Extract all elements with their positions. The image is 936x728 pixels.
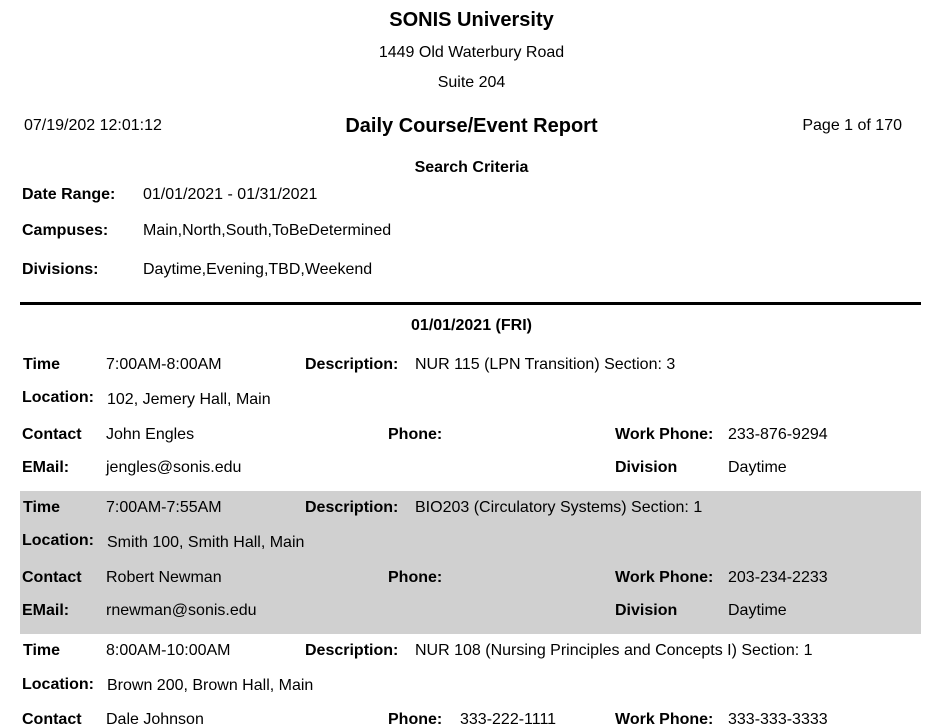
division-label: Division [615,459,678,476]
location-value: Smith 100, Smith Hall, Main [107,534,305,551]
event-record [20,491,921,634]
time-label: Time [23,642,61,659]
email-value: rnewman@sonis.edu [106,602,257,619]
description-label: Description: [305,642,399,659]
description-label: Description: [305,356,399,373]
location-label: Location: [22,389,94,406]
email-label: EMail: [22,602,70,619]
address-line-1: 1449 Old Waterbury Road [378,44,565,61]
contact-value: John Engles [106,426,195,443]
description-value: NUR 115 (LPN Transition) Section: 3 [415,356,676,373]
location-value: 102, Jemery Hall, Main [107,391,271,408]
time-value: 7:00AM-7:55AM [106,499,222,516]
contact-label: Contact [22,569,82,586]
work-phone-label: Work Phone: [615,426,714,443]
page-number: Page 1 of 170 [802,117,902,134]
phone-value: 333-222-1111 [460,711,557,728]
time-value: 7:00AM-8:00AM [106,356,222,373]
search-criteria-title: Search Criteria [414,159,529,176]
contact-value: Dale Johnson [106,711,204,728]
section-divider [20,302,921,305]
event-record [20,634,921,728]
university-name: SONIS University [389,9,554,31]
divisions-value: Daytime,Evening,TBD,Weekend [143,261,373,278]
divisions-label: Divisions: [22,261,99,278]
date-range-label: Date Range: [22,186,116,203]
contact-label: Contact [22,426,82,443]
work-phone-label: Work Phone: [615,711,714,728]
campuses-value: Main,North,South,ToBeDetermined [143,222,392,239]
division-label: Division [615,602,678,619]
report-datetime: 07/19/202 12:01:12 [24,117,162,134]
event-record [20,348,921,491]
day-heading: 01/01/2021 (FRI) [411,317,532,334]
contact-value: Robert Newman [106,569,222,586]
location-label: Location: [22,532,94,549]
division-value: Daytime [728,459,787,476]
contact-label: Contact [22,711,82,728]
description-value: NUR 108 (Nursing Principles and Concepts I) Section: 1 [415,642,813,659]
date-range-value: 01/01/2021 - 01/31/2021 [143,186,318,203]
email-value: jengles@sonis.edu [106,459,242,476]
time-label: Time [23,499,61,516]
description-value: BIO203 (Circulatory Systems) Section: 1 [415,499,703,516]
division-value: Daytime [728,602,787,619]
location-value: Brown 200, Brown Hall, Main [107,677,314,694]
work-phone-value: 233-876-9294 [728,426,828,443]
address-line-2: Suite 204 [437,74,506,91]
work-phone-value: 333-333-3333 [728,711,828,728]
email-label: EMail: [22,459,70,476]
phone-label: Phone: [388,569,443,586]
time-label: Time [23,356,61,373]
description-label: Description: [305,499,399,516]
phone-label: Phone: [388,711,443,728]
work-phone-value: 203-234-2233 [728,569,828,586]
work-phone-label: Work Phone: [615,569,714,586]
time-value: 8:00AM-10:00AM [106,642,231,659]
report-title: Daily Course/Event Report [345,115,598,137]
location-label: Location: [22,676,94,693]
campuses-label: Campuses: [22,222,109,239]
phone-label: Phone: [388,426,443,443]
